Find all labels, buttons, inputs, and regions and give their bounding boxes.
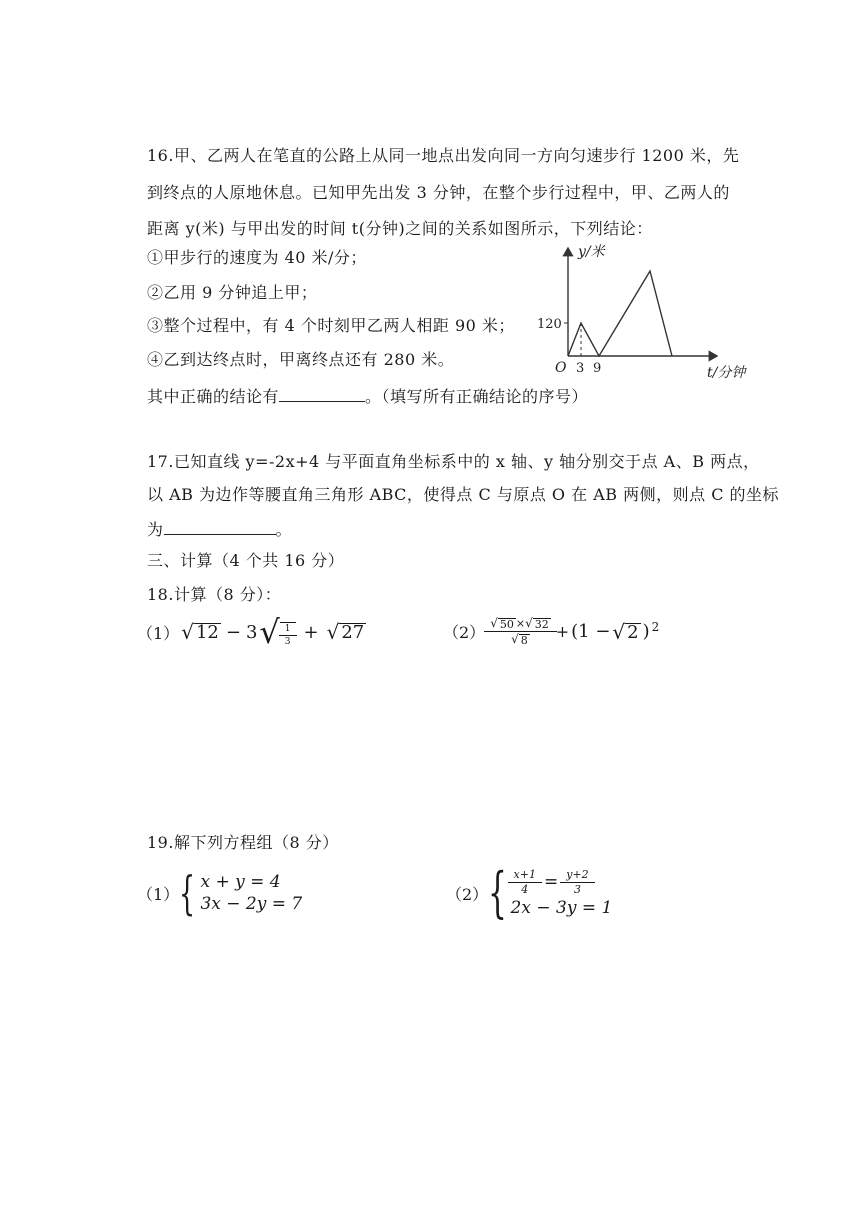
origin-label: O [555,360,567,376]
coefficient-3: 3 [245,621,258,643]
q16-option-2: ②乙用 9 分钟追上甲； [147,283,318,302]
q17-answer-blank [164,518,276,535]
q19-part-1 [137,866,303,920]
plus-sign-2: + [555,622,570,641]
q17-answer-suffix: 。 [275,520,293,539]
q19-part-2-label: （2） [446,884,489,904]
equation-1: x + y = 4 [200,872,281,892]
q18-part-1 [137,613,366,651]
sqrt-27: √ 27 [326,620,365,644]
sqrt-fraction: √ 50 × √ 32 √ 8 [487,616,554,647]
q16-option-1: ①甲步行的速度为 40 米/分； [147,248,367,267]
left-brace-2: { [488,861,508,924]
paren-open: (1 − [571,621,611,642]
t-axis-label: t/分钟 [707,365,746,381]
tick-120: 120 [537,317,562,332]
equation-linear: 2x − 3y = 1 [510,897,613,918]
equation-system-1 [200,871,302,915]
q16-line-2: 到终点的人原地休息。已知甲先出发 3 分钟，在整个步行过程中，甲、乙两人的 [147,183,730,202]
equation-fraction: $\frac{x+1}{4}$ = $\frac{y+2}{3}$ [511,868,613,897]
q16-line-3: 距离 y(米) 与甲出发的时间 t(分钟)之间的关系如图所示，下列结论： [147,219,653,238]
exponent-2: 2 [651,619,660,634]
sqrt-12: √ 12 [181,620,219,644]
q17-answer-prefix: 为 [147,520,164,539]
tick-3: 3 [576,361,585,376]
q16-option-4: ④乙到达终点时，甲离终点还有 280 米。 [147,350,455,369]
q19-part-2 [446,861,613,924]
q16-option-3: ③整个过程中，有 4 个时刻甲乙两人相距 90 米； [147,316,515,335]
distance-curve [568,271,672,356]
q18-part-1-label: （1） [137,623,180,643]
y-axis-label: y/米 [578,244,605,260]
left-brace: { [179,866,196,920]
q16-line-1: 16.甲、乙两人在笔直的公路上从同一地点出发向同一方向匀速步行 1200 米，先 [147,146,740,165]
q19-part-1-label: （1） [137,884,180,904]
q19-title: 19.解下列方程组（8 分） [147,833,339,852]
q16-answer-blank [279,385,365,402]
q16-answer-suffix: 。（填写所有正确结论的序号） [365,387,589,406]
q18-part-2 [443,616,659,647]
q17-line-1: 17.已知直线 y=-2x+4 与平面直角坐标系中的 x 轴、y 轴分别交于点 A、B 两点， [147,452,760,471]
q16-answer-line [147,385,588,407]
equation-2: 3x − 2y = 7 [200,894,303,914]
section-3-heading: 三、计算（4 个共 16 分） [147,551,345,570]
q18-title: 18.计算（8 分）： [147,585,282,604]
q16-distance-time-graph [537,236,765,386]
sqrt-2: √ 2 [612,619,639,644]
plus-sign: + [303,621,319,643]
q18-part-2-label: （2） [443,623,486,642]
q16-answer-prefix: 其中正确的结论有 [147,387,280,406]
paren-close: ) [642,621,650,642]
q17-answer-line [147,518,292,540]
equation-system-2 [511,868,613,919]
minus-sign: − [225,621,241,643]
sqrt-one-third: √ $\frac{1}{3}$ [259,616,295,648]
tick-9: 9 [593,361,602,376]
q17-line-2: 以 AB 为边作等腰直角三角形 ABC，使得点 C 与原点 O 在 AB 两侧，则点 C 的坐标 [147,485,780,504]
